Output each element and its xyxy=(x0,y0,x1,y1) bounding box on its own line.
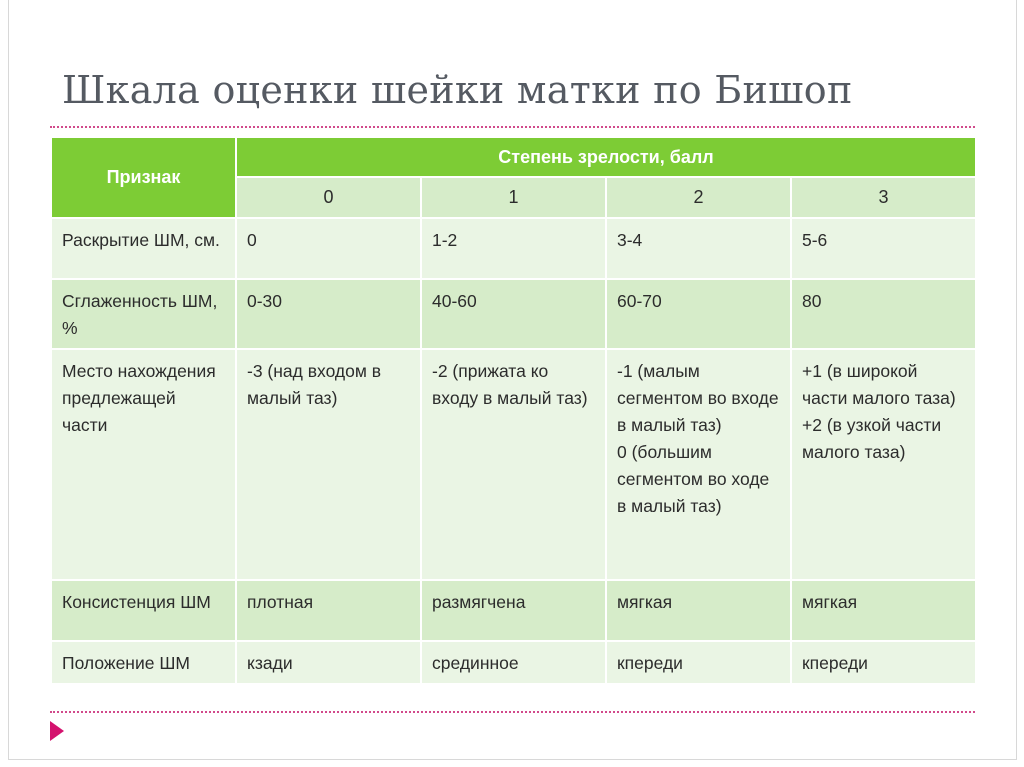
header-maturity-degree: Степень зрелости, балл xyxy=(237,138,975,176)
table-row xyxy=(52,350,975,579)
table-cell: -3 (над входом в малый таз) xyxy=(237,350,420,579)
header-score-2: 2 xyxy=(607,178,790,217)
footer-divider xyxy=(50,711,975,713)
table-cell: кзади xyxy=(237,642,420,683)
table-cell: 5-6 xyxy=(792,219,975,278)
table-cell: -2 (прижата ко входу в малый таз) xyxy=(422,350,605,579)
table-cell: 0-30 xyxy=(237,280,420,348)
table-cell: -1 (малым сегментом во входе в малый таз) 0 (большим сегментом во ходе в малый таз) xyxy=(607,350,790,579)
table-cell: 0 xyxy=(237,219,420,278)
table-row xyxy=(52,280,975,348)
table-row xyxy=(52,581,975,640)
title-divider xyxy=(50,126,975,128)
table-cell: 40-60 xyxy=(422,280,605,348)
table-cell: 60-70 xyxy=(607,280,790,348)
table-cell: мягкая xyxy=(607,581,790,640)
table-cell: 3-4 xyxy=(607,219,790,278)
table-cell: кпереди xyxy=(607,642,790,683)
row-label: Консистенция ШМ xyxy=(52,581,235,640)
header-sign: Признак xyxy=(52,138,235,217)
header-score-0: 0 xyxy=(237,178,420,217)
table-cell: плотная xyxy=(237,581,420,640)
table-cell: 1-2 xyxy=(422,219,605,278)
table-cell: 80 xyxy=(792,280,975,348)
table-cell: срединное xyxy=(422,642,605,683)
row-label: Сглаженность ШМ, % xyxy=(52,280,235,348)
row-label: Место нахождения предлежащей части xyxy=(52,350,235,579)
triangle-arrow-icon xyxy=(50,721,64,741)
row-label: Положение ШМ xyxy=(52,642,235,683)
table-row xyxy=(52,219,975,278)
table-cell: мягкая xyxy=(792,581,975,640)
row-label: Раскрытие ШМ, см. xyxy=(52,219,235,278)
table-cell: размягчена xyxy=(422,581,605,640)
header-score-3: 3 xyxy=(792,178,975,217)
table-row xyxy=(52,642,975,683)
bishop-score-table xyxy=(50,136,977,685)
table-cell: кпереди xyxy=(792,642,975,683)
table-cell: +1 (в широкой части малого таза) +2 (в узкой части малого таза) xyxy=(792,350,975,579)
slide-title: Шкала оценки шейки матки по Бишоп xyxy=(62,68,853,112)
header-score-1: 1 xyxy=(422,178,605,217)
